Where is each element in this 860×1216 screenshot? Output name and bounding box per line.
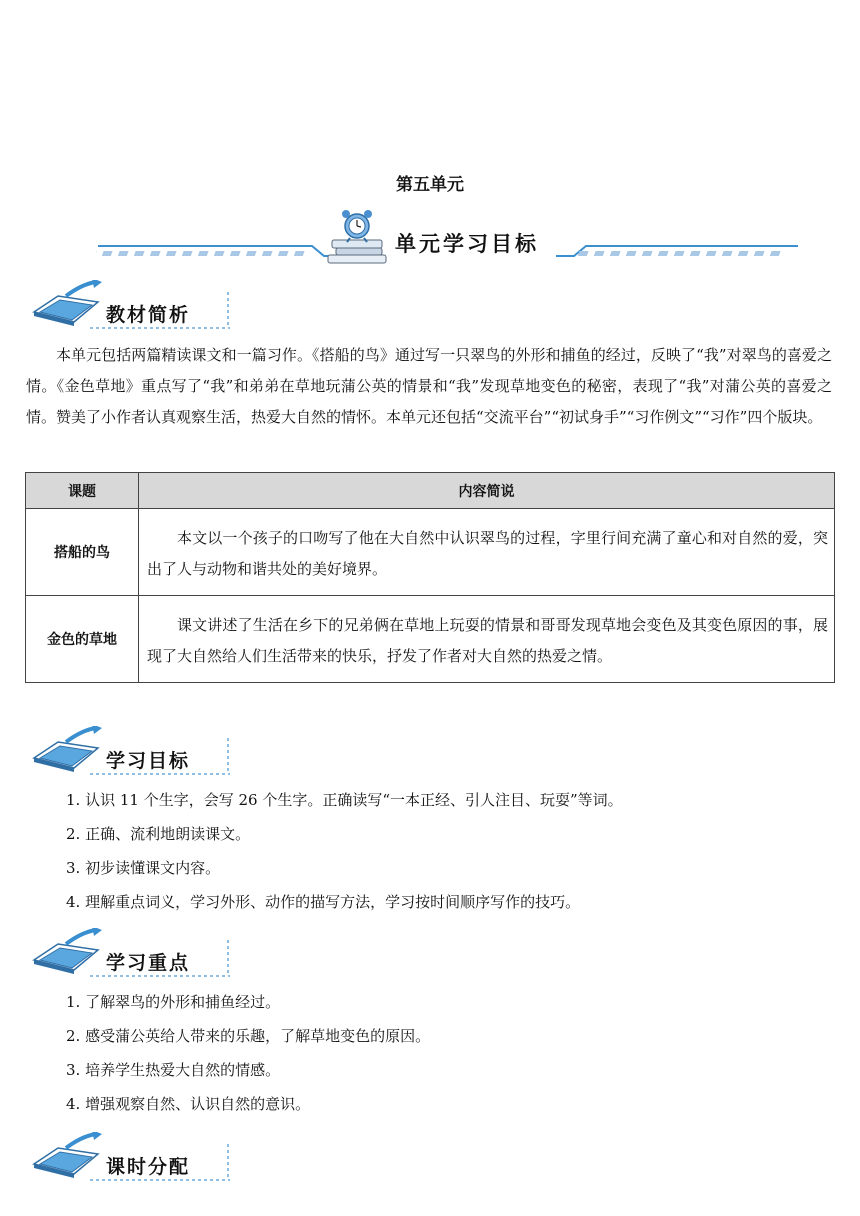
table-row bbox=[26, 596, 835, 683]
list-item: 3. 初步读懂课文内容。 bbox=[66, 859, 221, 877]
section-title: 学习重点 bbox=[106, 952, 191, 974]
list-item: 4. 增强观察自然、认识自然的意识。 bbox=[66, 1095, 311, 1113]
section-header-periods bbox=[30, 1132, 240, 1188]
intro-paragraph: 本单元包括两篇精读课文和一篇习作。《搭船的鸟》通过写一只翠鸟的外形和捕鱼的经过，反映了“我”对翠鸟的喜爱之情。《金色草地》重点写了“我”和弟弟在草地玩蒲公英的情景和“我”发现草地变色的秘密，表现了“我”对蒲公英的喜爱之情。赞美了小作者认真观察生活，热爱大自然的情怀。本单元还包括“交流平台”“初试身手”“习作例文”“习作”四个版块。 bbox=[26, 346, 832, 426]
section-title: 教材简析 bbox=[106, 304, 191, 326]
table-header-topic: 课题 bbox=[26, 473, 139, 509]
table-cell-topic: 金色的草地 bbox=[26, 596, 139, 683]
section-title: 课时分配 bbox=[106, 1156, 191, 1178]
list-item: 2. 感受蒲公英给人带来的乐趣，了解草地变色的原因。 bbox=[66, 1027, 431, 1045]
section-header-focus bbox=[30, 928, 240, 984]
focus-list bbox=[66, 985, 430, 1121]
list-item: 2. 正确、流利地朗读课文。 bbox=[66, 825, 251, 843]
table-row bbox=[26, 509, 835, 596]
table-header-desc: 内容简说 bbox=[139, 473, 835, 509]
table-cell-topic: 搭船的鸟 bbox=[26, 509, 139, 596]
table-cell-desc: 本文以一个孩子的口吻写了他在大自然中认识翠鸟的过程，字里行间充满了童心和对自然的爱，突出了人与动物和谐共处的美好境界。 bbox=[139, 509, 835, 596]
list-item: 1. 了解翠鸟的外形和捕鱼经过。 bbox=[66, 993, 281, 1011]
goals-list bbox=[66, 783, 623, 919]
content-table bbox=[25, 472, 835, 683]
list-item: 1. 认识 11 个生字，会写 26 个生字。正确读写“一本正经、引人注目、玩耍”等词。 bbox=[66, 791, 623, 809]
section-title: 学习目标 bbox=[106, 750, 191, 772]
section-header-goals bbox=[30, 726, 240, 782]
table-cell-desc: 课文讲述了生活在乡下的兄弟俩在草地上玩耍的情景和哥哥发现草地会变色及其变色原因的事，展现了大自然给人们生活带来的快乐，抒发了作者对大自然的热爱之情。 bbox=[139, 596, 835, 683]
unit-title: 第五单元 bbox=[396, 175, 464, 195]
section-header-analysis bbox=[30, 280, 240, 336]
table-header-row bbox=[26, 473, 835, 509]
list-item: 4. 理解重点词义，学习外形、动作的描写方法，学习按时间顺序写作的技巧。 bbox=[66, 893, 581, 911]
banner-title: 单元学习目标 bbox=[395, 232, 539, 256]
list-item: 3. 培养学生热爱大自然的情感。 bbox=[66, 1061, 281, 1079]
